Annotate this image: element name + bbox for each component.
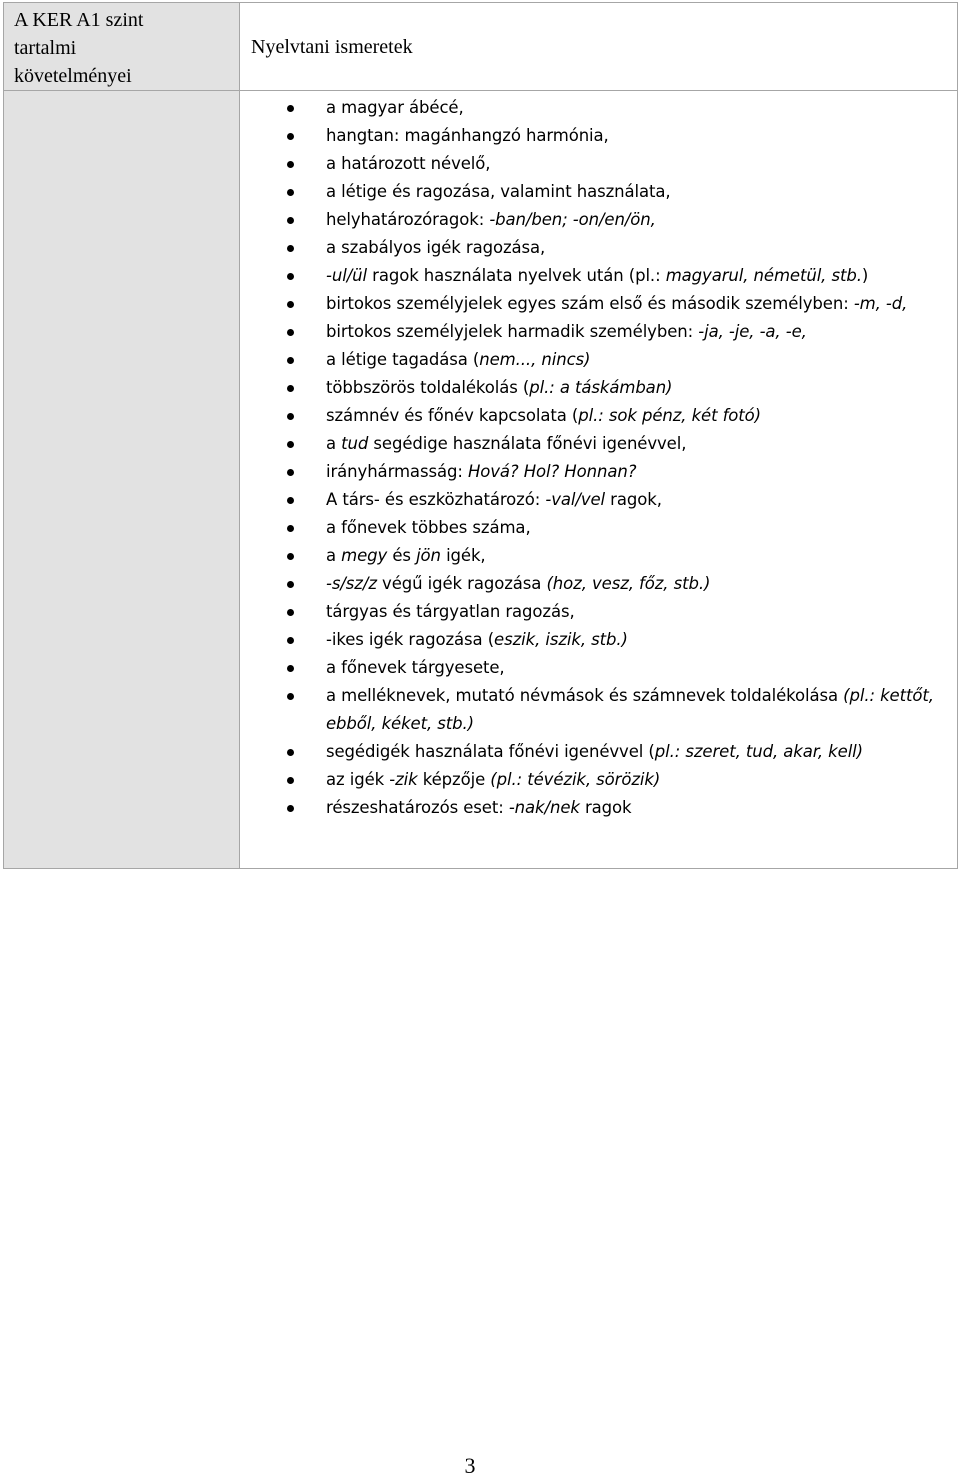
italic-text: tud xyxy=(341,434,369,453)
bullet-icon xyxy=(287,357,294,364)
item-text: ragok xyxy=(579,798,632,817)
bullet-icon xyxy=(287,273,294,280)
item-text: ragok használata nyelvek után (pl.: xyxy=(367,266,666,285)
bullet-icon xyxy=(287,413,294,420)
list-item xyxy=(240,598,937,626)
list-item xyxy=(240,458,937,486)
item-text: a melléknevek, mutató névmások és számnevek toldalékolása xyxy=(326,686,844,705)
list-item xyxy=(240,178,937,206)
italic-text: pl.: sok pénz, két fotó) xyxy=(578,406,762,425)
italic-text: -m, -d, xyxy=(853,294,908,313)
italic-text: -s/sz/z xyxy=(326,574,377,593)
item-text: részeshatározós eset: xyxy=(326,798,509,817)
list-item xyxy=(240,542,937,570)
bullet-icon xyxy=(287,189,294,196)
right-header-cell xyxy=(240,3,958,91)
bullet-icon xyxy=(287,525,294,532)
italic-text: -val/vel xyxy=(545,490,606,509)
list-item xyxy=(240,794,937,822)
item-text: -ikes igék ragozása ( xyxy=(326,630,495,649)
bullet-icon xyxy=(287,665,294,672)
bullet-icon xyxy=(287,385,294,392)
bullet-icon xyxy=(287,553,294,560)
list-item xyxy=(240,262,937,290)
item-text: irányhármasság: xyxy=(326,462,468,481)
item-text: a xyxy=(326,546,342,565)
italic-text: -ul/ül xyxy=(326,266,367,285)
bullet-icon xyxy=(287,245,294,252)
list-item xyxy=(240,318,937,346)
item-text: a szabályos igék ragozása, xyxy=(326,238,546,257)
italic-text: pl.: a táskámban) xyxy=(529,378,673,397)
bullet-icon xyxy=(287,581,294,588)
bullet-icon xyxy=(287,161,294,168)
left-column-title xyxy=(4,3,239,90)
italic-text: megy xyxy=(341,546,388,565)
list-item xyxy=(240,738,937,766)
item-text: és xyxy=(387,546,417,565)
list-item xyxy=(240,430,937,458)
item-text: a főnevek tárgyesete, xyxy=(326,658,505,677)
list-item xyxy=(240,766,937,794)
item-text: a magyar ábécé, xyxy=(326,98,464,117)
list-item xyxy=(240,654,937,682)
left-title-line: A KER A1 szint xyxy=(14,9,144,31)
italic-text: -nak/nek xyxy=(508,798,580,817)
left-body-cell xyxy=(4,91,240,869)
italic-text: jön xyxy=(416,546,441,565)
table-body-row xyxy=(4,91,958,869)
item-text: a főnevek többes száma, xyxy=(326,518,531,537)
list-item xyxy=(240,94,937,122)
italic-text: -ban/ben; -on/en/ön, xyxy=(489,210,656,229)
bullet-icon xyxy=(287,749,294,756)
item-text: a létige és ragozása, valamint használata, xyxy=(326,182,671,201)
grammar-topic-list xyxy=(240,91,957,822)
item-text: ragok, xyxy=(605,490,662,509)
bullet-icon xyxy=(287,609,294,616)
list-item xyxy=(240,206,937,234)
italic-text: -ja, -je, -a, -e, xyxy=(698,322,807,341)
item-text: segédige használata főnévi igenévvel, xyxy=(368,434,687,453)
page-number: 3 xyxy=(464,1453,476,1478)
italic-text: nem..., nincs) xyxy=(479,350,591,369)
left-title-line: követelményei xyxy=(14,65,132,87)
bullet-icon xyxy=(287,497,294,504)
item-text: igék, xyxy=(440,546,486,565)
bullet-icon xyxy=(287,105,294,112)
list-item xyxy=(240,486,937,514)
bullet-icon xyxy=(287,329,294,336)
bullet-icon xyxy=(287,217,294,224)
item-text: az igék - xyxy=(326,770,396,789)
italic-text: (pl.: tévézik, sörözik) xyxy=(490,770,661,789)
bullet-icon xyxy=(287,805,294,812)
list-item xyxy=(240,346,937,374)
list-item xyxy=(240,150,937,178)
right-body-cell xyxy=(240,91,958,869)
list-item xyxy=(240,514,937,542)
item-text: a xyxy=(326,434,342,453)
left-header-cell xyxy=(4,3,240,91)
left-title-line: tartalmi xyxy=(14,37,77,59)
italic-text: (hoz, vesz, főz, stb.) xyxy=(546,574,711,593)
italic-text: magyarul, németül, stb. xyxy=(665,266,862,285)
bullet-icon xyxy=(287,637,294,644)
bullet-icon xyxy=(287,133,294,140)
item-text: ) xyxy=(861,266,869,285)
item-text: a határozott névelő, xyxy=(326,154,491,173)
item-text: segédigék használata főnévi igenévvel ( xyxy=(326,742,655,761)
item-text: számnév és főnév kapcsolata ( xyxy=(326,406,579,425)
list-item xyxy=(240,570,937,598)
bullet-icon xyxy=(287,693,294,700)
italic-text: eszik, iszik, stb.) xyxy=(494,630,628,649)
table-header-row xyxy=(4,3,958,91)
italic-text: pl.: szeret, tud, akar, kell) xyxy=(654,742,863,761)
item-text: a létige tagadása ( xyxy=(326,350,480,369)
list-item xyxy=(240,122,937,150)
bullet-icon xyxy=(287,469,294,476)
list-item xyxy=(240,234,937,262)
bullet-icon xyxy=(287,777,294,784)
item-text: A társ- és eszközhatározó: xyxy=(326,490,546,509)
italic-text: zik xyxy=(395,770,418,789)
item-text: birtokos személyjelek harmadik személyben: xyxy=(326,322,699,341)
bullet-icon xyxy=(287,441,294,448)
italic-text: Hová? Hol? Honnan? xyxy=(467,462,637,481)
list-item xyxy=(240,374,937,402)
right-column-title: Nyelvtani ismeretek xyxy=(251,36,413,58)
item-text: többszörös toldalékolás ( xyxy=(326,378,530,397)
list-item xyxy=(240,402,937,430)
item-text: végű igék ragozása xyxy=(376,574,547,593)
item-text: helyhatározóragok: xyxy=(326,210,490,229)
list-item xyxy=(240,290,937,318)
item-text: tárgyas és tárgyatlan ragozás, xyxy=(326,602,575,621)
list-item xyxy=(240,626,937,654)
bullet-icon xyxy=(287,301,294,308)
italic-text: (pl.: kettőt, ebből, kéket, stb.) xyxy=(326,686,934,733)
item-text: képzője xyxy=(417,770,491,789)
item-text: birtokos személyjelek egyes szám első és második személyben: xyxy=(326,294,854,313)
requirements-table xyxy=(3,2,958,869)
item-text: hangtan: magánhangzó harmónia, xyxy=(326,126,609,145)
list-item xyxy=(240,682,937,738)
